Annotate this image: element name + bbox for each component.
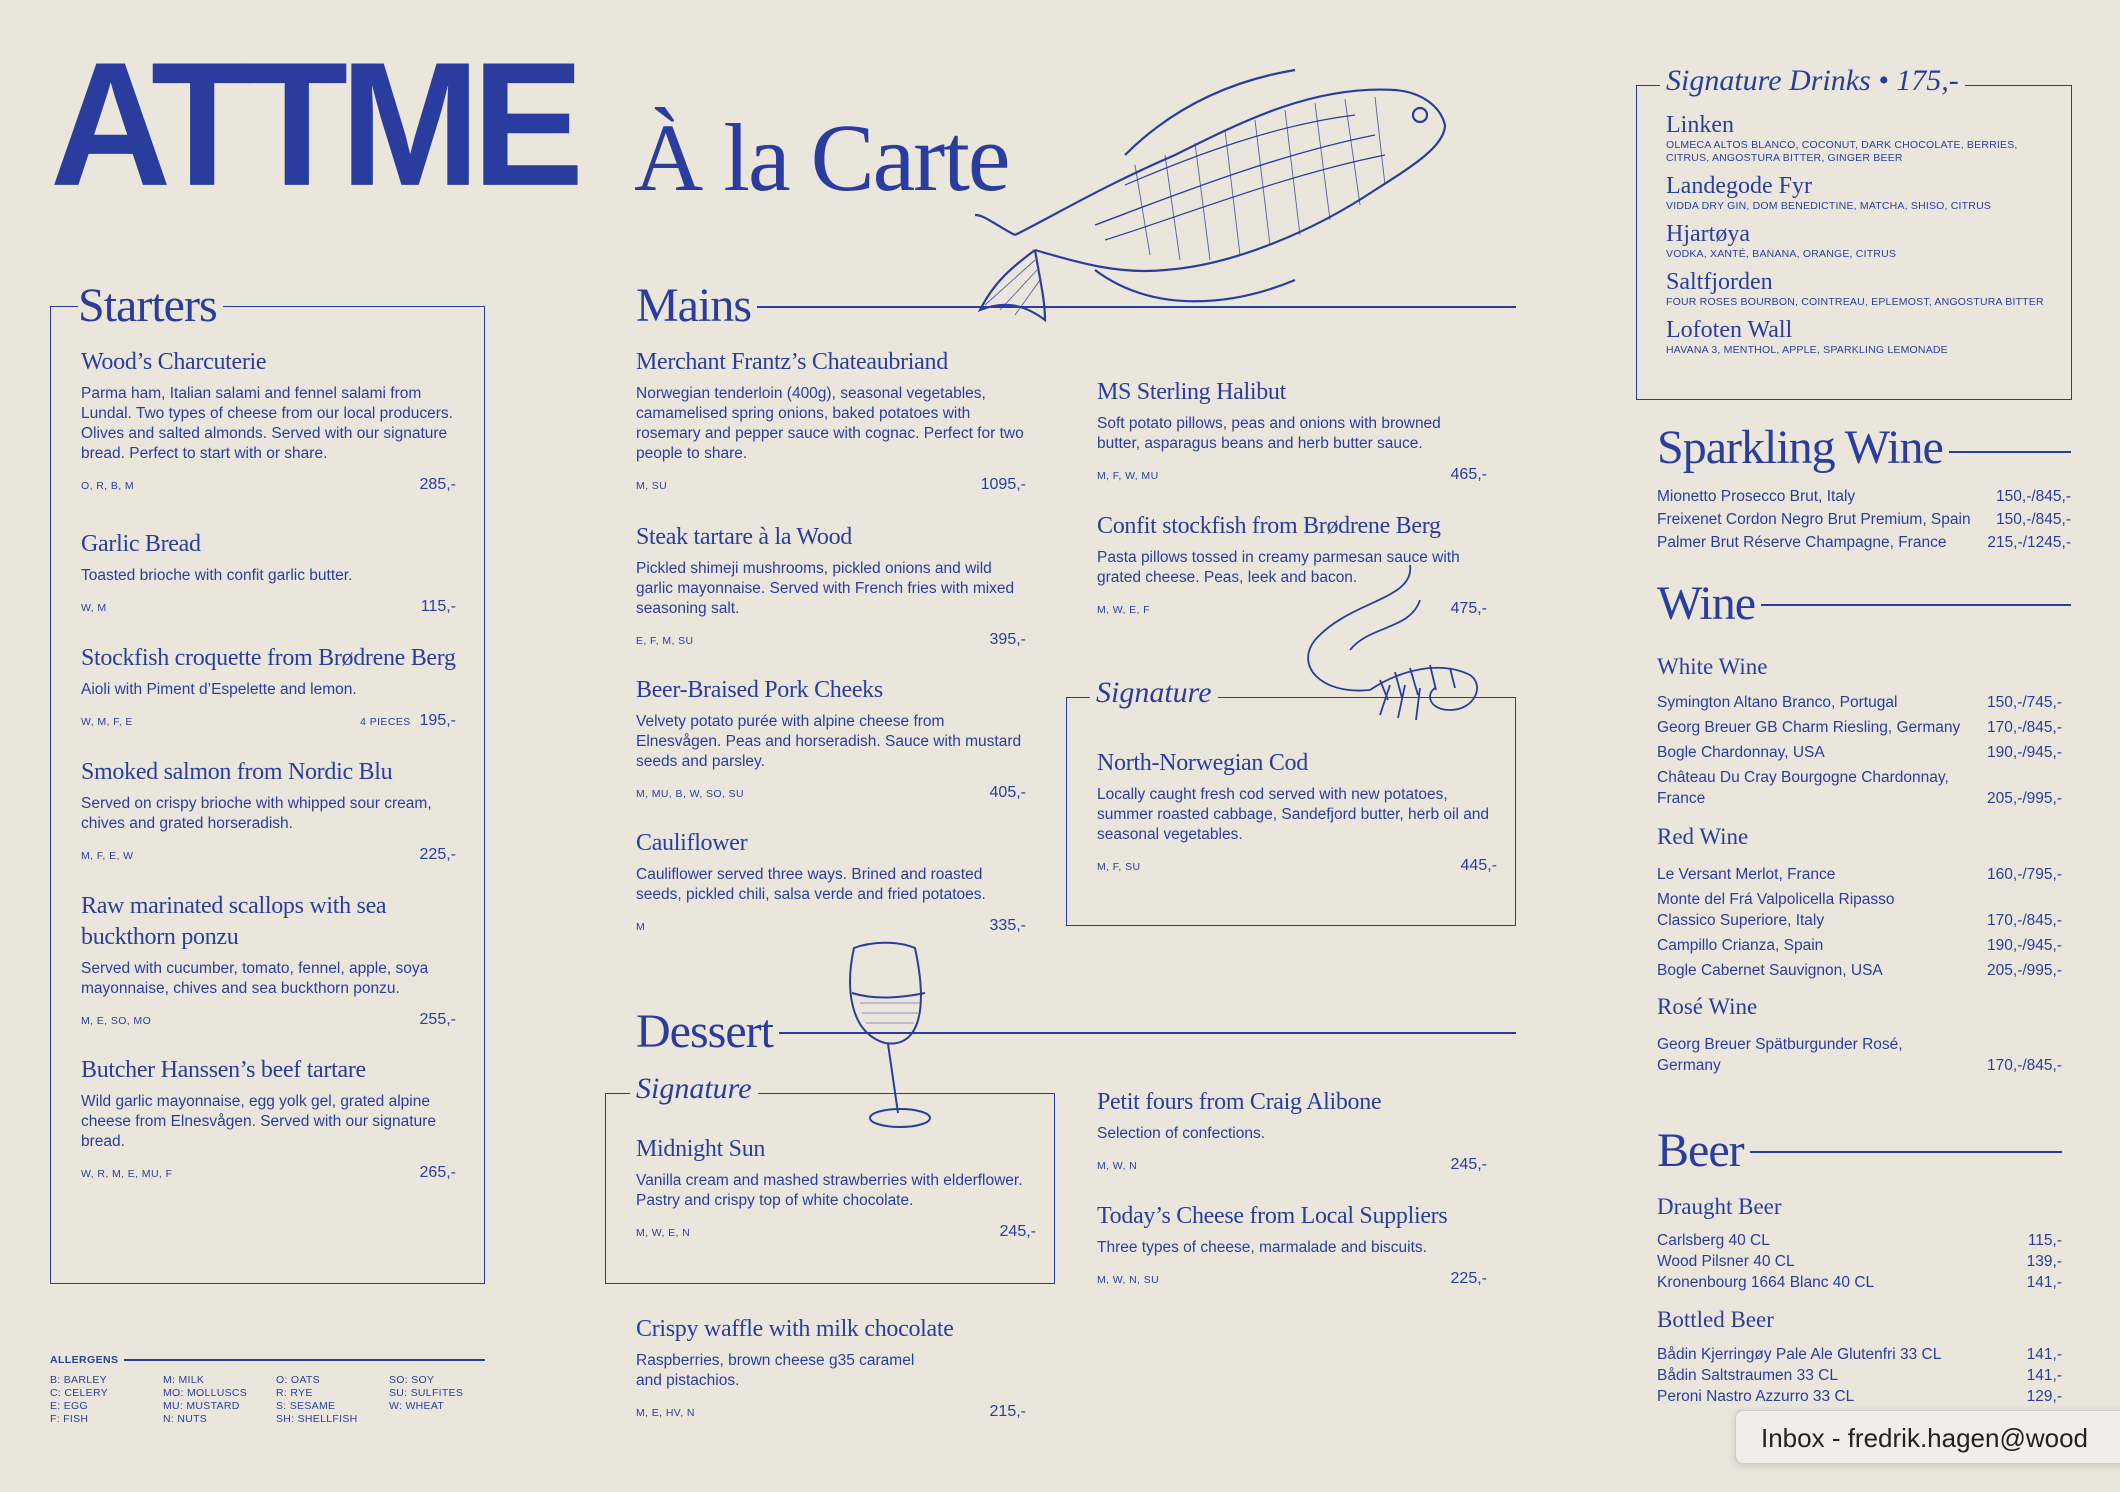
wine-name: Georg Breuer Spätburgunder Rosé, Germany	[1657, 1036, 1903, 1074]
white-wine-title: White Wine	[1657, 654, 1768, 679]
sparkling-title: Sparkling Wine	[1657, 424, 1949, 472]
brand-logo: ATTME	[50, 25, 577, 223]
wine-price: 150,-/845,-	[1996, 511, 2071, 528]
item-allergens: M, SU	[636, 480, 668, 492]
main-item-5	[1097, 377, 1487, 484]
beer-price: 141,-	[2026, 1367, 2062, 1384]
rose-wine-title: Rosé Wine	[1657, 994, 1758, 1019]
mains-signature-label: Signature	[1090, 676, 1218, 710]
item-price: 1095,-	[980, 476, 1026, 493]
item-desc: Soft potato pillows, peas and onions with browned butter, asparagus beans and herb butter sauce.	[1097, 415, 1441, 452]
dessert-item-3	[1097, 1201, 1487, 1288]
wine-row	[1657, 742, 2062, 763]
wine-row	[1657, 717, 2062, 738]
item-price: 405,-	[989, 784, 1026, 801]
item-name: Crispy waffle with milk chocolate	[636, 1316, 954, 1342]
dessert-item-2	[1097, 1087, 1487, 1174]
beer-name: Kronenbourg 1664 Blanc 40 CL	[1657, 1274, 1875, 1291]
item-allergens: M, W, N	[1097, 1160, 1138, 1172]
main-item-2	[636, 522, 1026, 649]
item-name: Petit fours from Craig Alibone	[1097, 1089, 1382, 1115]
item-allergens: M, W, E, F	[1097, 604, 1150, 616]
item-price: 115,-	[420, 598, 456, 615]
drink-ingredients: VIDDA DRY GIN, DOM BENEDICTINE, MATCHA, SHISO, CITRUS	[1666, 200, 1992, 212]
starter-item-3	[81, 643, 456, 730]
item-name: Cauliflower	[636, 830, 748, 856]
wine-name: Château Du Cray Bourgogne Chardonnay, France	[1657, 769, 1949, 807]
starter-item-2	[81, 529, 456, 616]
wine-row	[1657, 692, 2062, 713]
item-allergens: W, M, F, E	[81, 716, 133, 728]
wine-price: 205,-/995,-	[1987, 962, 2062, 979]
beer-row	[1657, 1344, 2062, 1365]
wine-price: 170,-/845,-	[1987, 1057, 2062, 1074]
beer-divider	[1737, 1151, 2062, 1153]
drink-ingredients: VODKA, XANTÉ, BANANA, ORANGE, CITRUS	[1666, 248, 1897, 260]
page-title: À la Carte	[634, 104, 1009, 211]
red-wine-title: Red Wine	[1657, 824, 1749, 849]
item-desc: Served with cucumber, tomato, fennel, apple, soya mayonnaise, chives and sea buckthorn ponzu.	[81, 960, 429, 997]
item-desc: Velvety potato purée with alpine cheese from Elnesvågen. Peas and horseradish. Sauce with mustard seeds and parsley.	[636, 713, 1022, 770]
wine-price: 190,-/945,-	[1987, 744, 2062, 761]
wine-name: Palmer Brut Réserve Champagne, France	[1657, 534, 1947, 551]
wine-price: 170,-/845,-	[1987, 719, 2062, 736]
item-price: 245,-	[1450, 1156, 1487, 1173]
starter-item-6	[81, 1055, 456, 1182]
allergen-entry: W: WHEAT	[389, 1400, 445, 1412]
main-item-4	[636, 828, 1026, 935]
item-price: 255,-	[419, 1011, 456, 1028]
beer-price: 141,-	[2026, 1274, 2062, 1291]
allergen-entry: B: BARLEY	[50, 1374, 107, 1386]
drink-name: Saltfjorden	[1666, 269, 1773, 295]
item-price: 395,-	[989, 631, 1026, 648]
wine-name: Monte del Frá Valpolicella Ripasso Classico Superiore, Italy	[1657, 891, 1895, 929]
item-desc: Three types of cheese, marmalade and biscuits.	[1097, 1239, 1427, 1256]
beer-name: Bådin Kjerringøy Pale Ale Glutenfri 33 CL	[1657, 1346, 1942, 1363]
beer-name: Carlsberg 40 CL	[1657, 1232, 1770, 1249]
starter-item-1	[81, 347, 456, 494]
item-note: 4 PIECES	[360, 716, 411, 728]
white-wine-list	[1657, 692, 2062, 809]
drink-name: Hjartøya	[1666, 221, 1750, 247]
beer-name: Wood Pilsner 40 CL	[1657, 1253, 1795, 1270]
wine-glass-illustration	[840, 938, 950, 1138]
beer-name: Peroni Nastro Azzurro 33 CL	[1657, 1388, 1855, 1405]
wine-row	[1657, 935, 2062, 956]
wine-row	[1657, 532, 2071, 553]
item-name: Wood’s Charcuterie	[81, 349, 267, 375]
item-allergens: W, R, M, E, MU, F	[81, 1168, 173, 1180]
wine-row	[1657, 864, 2062, 885]
item-desc: Pasta pillows tossed in creamy parmesan sauce with grated cheese. Peas, leek and bacon.	[1097, 549, 1460, 586]
signature-drinks-list	[1666, 112, 2056, 365]
item-allergens: M, W, N, SU	[1097, 1274, 1160, 1286]
beer-price: 139,-	[2026, 1253, 2062, 1270]
wine-divider	[1757, 604, 2071, 606]
item-name: Beer-Braised Pork Cheeks	[636, 677, 883, 703]
drink-ingredients: HAVANA 3, MENTHOL, APPLE, SPARKLING LEMONADE	[1666, 344, 1948, 356]
main-item-3	[636, 675, 1026, 802]
item-allergens: M, E, SO, MO	[81, 1015, 152, 1027]
item-desc: Locally caught fresh cod served with new potatoes, summer roasted cabbage, Sandefjord butter, herb oil and seasonal vegetables.	[1097, 786, 1490, 843]
item-price: 225,-	[419, 846, 456, 863]
item-desc: Norwegian tenderloin (400g), seasonal vegetables, camamelised spring onions, baked potatoes with rosemary and pepper sauce with cognac. Perfect for two people to share.	[636, 385, 1024, 462]
item-name: Stockfish croquette from Brødrene Berg	[81, 645, 456, 671]
item-desc: Served on crispy brioche with whipped sour cream, chives and grated horseradish.	[81, 795, 432, 832]
beer-price: 141,-	[2026, 1346, 2062, 1363]
notification-text: Inbox - fredrik.hagen@wood	[1761, 1423, 2089, 1453]
wine-name: Mionetto Prosecco Brut, Italy	[1657, 488, 1856, 505]
allergen-entry: S: SESAME	[276, 1400, 336, 1412]
item-price: 245,-	[999, 1223, 1036, 1240]
drink-ingredients: OLMECA ALTOS BLANCO, COCONUT, DARK CHOCOLATE, BERRIES, CITRUS, ANGOSTURA BITTER, GINGER BEER	[1666, 139, 2018, 164]
allergen-entry: C: CELERY	[50, 1387, 108, 1399]
allergen-entry: MO: MOLLUSCS	[163, 1387, 248, 1399]
drink-ingredients: FOUR ROSES BOURBON, COINTREAU, EPLEMOST, ANGOSTURA BITTER	[1666, 296, 2044, 308]
item-desc: Raspberries, brown cheese g35 caramel and pistachios.	[636, 1352, 915, 1389]
item-price: 215,-	[989, 1403, 1026, 1420]
item-desc: Parma ham, Italian salami and fennel salami from Lundal. Two types of cheese from our local producers. Olives and salted almonds. Served with our signature bread. Perfect to start with or share.	[81, 385, 453, 462]
drink-name: Landegode Fyr	[1666, 173, 1812, 199]
item-allergens: M, F, E, W	[81, 850, 134, 862]
item-name: Smoked salmon from Nordic Blu	[81, 759, 393, 785]
item-name: Confit stockfish from Brødrene Berg	[1097, 513, 1441, 539]
item-allergens: M, MU, B, W, SO, SU	[636, 788, 744, 800]
item-name: Garlic Bread	[81, 531, 201, 557]
item-name: Butcher Hanssen’s beef tartare	[81, 1057, 366, 1083]
item-price: 285,-	[419, 476, 456, 493]
item-name: Midnight Sun	[636, 1136, 766, 1162]
allergens-title: ALLERGENS	[50, 1354, 119, 1366]
item-allergens: M, E, HV, N	[636, 1407, 695, 1419]
wine-price: 215,-/1245,-	[1987, 534, 2071, 551]
rose-wine-list	[1657, 1034, 2062, 1076]
signature-drinks-title: Signature Drinks • 175,-	[1660, 64, 1965, 98]
item-allergens: E, F, M, SU	[636, 635, 694, 647]
dessert-signature-item	[636, 1134, 1036, 1241]
wine-name: Campillo Crianza, Spain	[1657, 937, 1824, 954]
beer-row	[1657, 1251, 2062, 1272]
item-price: 475,-	[1450, 600, 1487, 617]
item-price: 465,-	[1450, 466, 1487, 483]
item-price: 265,-	[419, 1164, 456, 1181]
item-price: 225,-	[1450, 1270, 1487, 1287]
bottled-beer-title: Bottled Beer	[1657, 1307, 1774, 1332]
mains-divider	[636, 306, 1516, 308]
item-desc: Aioli with Piment d’Espelette and lemon.	[81, 681, 357, 698]
starters-title: Starters	[78, 282, 223, 330]
wine-name: Georg Breuer GB Charm Riesling, Germany	[1657, 719, 1961, 736]
shrimp-illustration	[1290, 560, 1490, 730]
mains-signature-item	[1097, 748, 1497, 875]
wine-name: Freixenet Cordon Negro Brut Premium, Spain	[1657, 511, 1971, 528]
item-allergens: O, R, B, M	[81, 480, 135, 492]
item-name: Raw marinated scallops with sea buckthorn ponzu	[81, 893, 387, 950]
beer-name: Bådin Saltstraumen 33 CL	[1657, 1367, 1838, 1384]
wine-price: 160,-/795,-	[1987, 866, 2062, 883]
allergen-entry: SU: SULFITES	[389, 1387, 464, 1399]
item-desc: Wild garlic mayonnaise, egg yolk gel, grated alpine cheese from Elnesvågen. Served with our signature bread.	[81, 1093, 436, 1150]
wine-row	[1657, 767, 2062, 809]
wine-name: Bogle Chardonnay, USA	[1657, 744, 1825, 761]
item-desc: Vanilla cream and mashed strawberries with elderflower. Pastry and crispy top of white chocolate.	[636, 1172, 1023, 1209]
item-allergens: M	[636, 921, 646, 933]
allergen-entry: SH: SHELLFISH	[276, 1413, 358, 1425]
allergens-legend	[50, 1354, 485, 1426]
wine-title: Wine	[1657, 580, 1761, 628]
dessert-title: Dessert	[636, 1008, 779, 1056]
item-desc: Pickled shimeji mushrooms, pickled onions and wild garlic mayonnaise. Served with French fries with mixed seasoning salt.	[636, 560, 1015, 617]
item-desc: Selection of confections.	[1097, 1125, 1266, 1142]
item-price: 195,-	[419, 712, 456, 729]
wine-price: 150,-/745,-	[1987, 694, 2062, 711]
allergen-entry: N: NUTS	[163, 1413, 208, 1425]
wine-row	[1657, 960, 2062, 981]
wine-name: Bogle Cabernet Sauvignon, USA	[1657, 962, 1883, 979]
draught-beer-list	[1657, 1230, 2062, 1293]
allergen-entry: M: MILK	[163, 1374, 205, 1386]
wine-row	[1657, 1034, 2062, 1076]
item-name: Steak tartare à la Wood	[636, 524, 852, 550]
wine-price: 190,-/945,-	[1987, 937, 2062, 954]
item-desc: Toasted brioche with confit garlic butter.	[81, 567, 353, 584]
item-desc: Cauliflower served three ways. Brined and roasted seeds, pickled chili, salsa verde and fried potatoes.	[636, 866, 986, 903]
dessert-signature-label: Signature	[630, 1072, 758, 1106]
item-price: 445,-	[1460, 857, 1497, 874]
beer-row	[1657, 1365, 2062, 1386]
wine-row	[1657, 509, 2071, 530]
beer-row	[1657, 1386, 2062, 1407]
allergen-entry: R: RYE	[276, 1387, 313, 1399]
allergen-entry: F: FISH	[50, 1413, 89, 1425]
wine-name: Le Versant Merlot, France	[1657, 866, 1836, 883]
beer-price: 129,-	[2026, 1388, 2062, 1405]
item-name: Merchant Frantz’s Chateaubriand	[636, 349, 948, 375]
item-name: North-Norwegian Cod	[1097, 750, 1308, 776]
starter-item-5	[81, 891, 456, 1029]
item-name: MS Sterling Halibut	[1097, 379, 1286, 405]
starter-item-4	[81, 757, 456, 864]
wine-price: 205,-/995,-	[1987, 790, 2062, 807]
main-item-1	[636, 347, 1026, 494]
wine-price: 170,-/845,-	[1987, 912, 2062, 929]
beer-row	[1657, 1272, 2062, 1293]
dessert-item-1	[636, 1314, 1026, 1421]
wine-row	[1657, 486, 2071, 507]
allergen-entry: SO: SOY	[389, 1374, 435, 1386]
inbox-notification[interactable]	[1735, 1410, 2120, 1464]
draught-beer-title: Draught Beer	[1657, 1194, 1782, 1219]
halibut-illustration	[975, 65, 1475, 335]
item-allergens: W, M	[81, 602, 107, 614]
allergen-entry: E: EGG	[50, 1400, 88, 1412]
item-allergens: M, F, W, MU	[1097, 470, 1159, 482]
wine-price: 150,-/845,-	[1996, 488, 2071, 505]
red-wine-list	[1657, 864, 2062, 981]
drink-name: Linken	[1666, 112, 1734, 138]
item-price: 335,-	[989, 917, 1026, 934]
drink-name: Lofoten Wall	[1666, 317, 1793, 343]
allergen-entry: O: OATS	[276, 1374, 320, 1386]
beer-price: 115,-	[2027, 1232, 2062, 1249]
mains-title: Mains	[636, 282, 757, 330]
wine-row	[1657, 889, 2062, 931]
beer-title: Beer	[1657, 1127, 1750, 1175]
allergen-entry: MU: MUSTARD	[163, 1400, 240, 1412]
beer-row	[1657, 1230, 2062, 1251]
item-allergens: M, W, E, N	[636, 1227, 691, 1239]
item-allergens: M, F, SU	[1097, 861, 1141, 873]
bottled-beer-list	[1657, 1344, 2062, 1407]
wine-name: Symington Altano Branco, Portugal	[1657, 694, 1898, 711]
sparkling-list	[1657, 486, 2071, 553]
item-name: Today’s Cheese from Local Suppliers	[1097, 1203, 1448, 1229]
